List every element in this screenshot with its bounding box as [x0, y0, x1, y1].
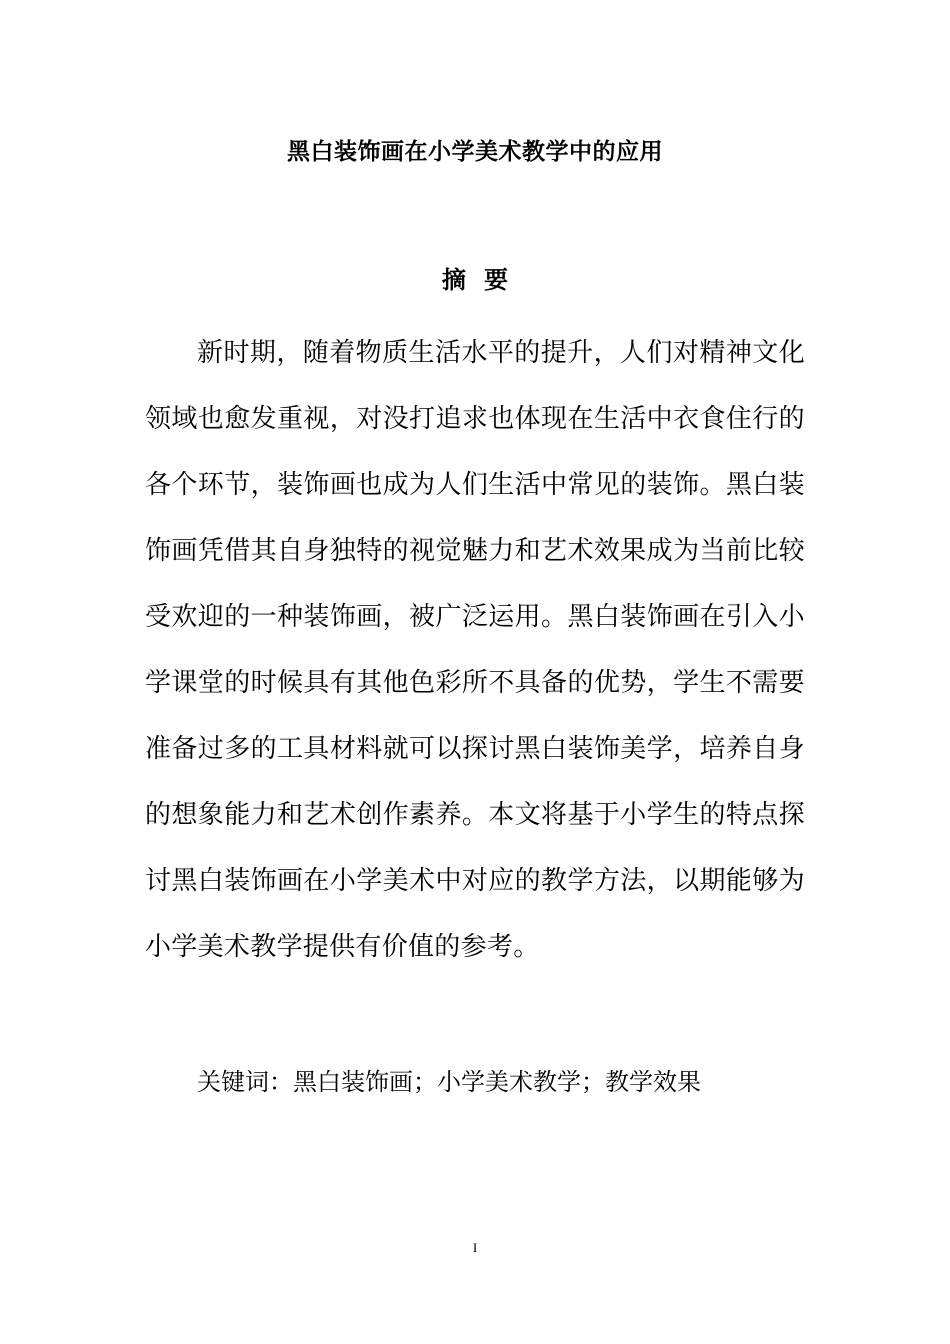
- page-title: 黑白装饰画在小学美术教学中的应用: [287, 139, 663, 165]
- keywords-line: 关键词：黑白装饰画；小学美术教学；教学效果: [197, 1068, 701, 1096]
- abstract-paragraph: 新时期，随着物质生活水平的提升，人们对精神文化领域也愈发重视，对没打追求也体现在生活中衣食住行的各个环节，装饰画也成为人们生活中常见的装饰。黑白装饰画凭借其自身独特的视觉魅力和艺术效果成为当前比较受欢迎的一种装饰画，被广泛运用。黑白装饰画在引入小学课堂的时候具有其他色彩所不具备的优势，学生不需要准备过多的工具材料就可以探讨黑白装饰美学，培养自身的想象能力和艺术创作素养。本文将基于小学生的特点探讨黑白装饰画在小学美术中对应的教学方法，以期能够为小学美术教学提供有价值的参考。: [145, 338, 805, 962]
- abstract-heading: [0, 265, 950, 295]
- abstract-heading-right: 要: [484, 266, 508, 294]
- abstract-heading-left: 摘: [442, 266, 466, 294]
- page-number: I: [472, 1240, 478, 1255]
